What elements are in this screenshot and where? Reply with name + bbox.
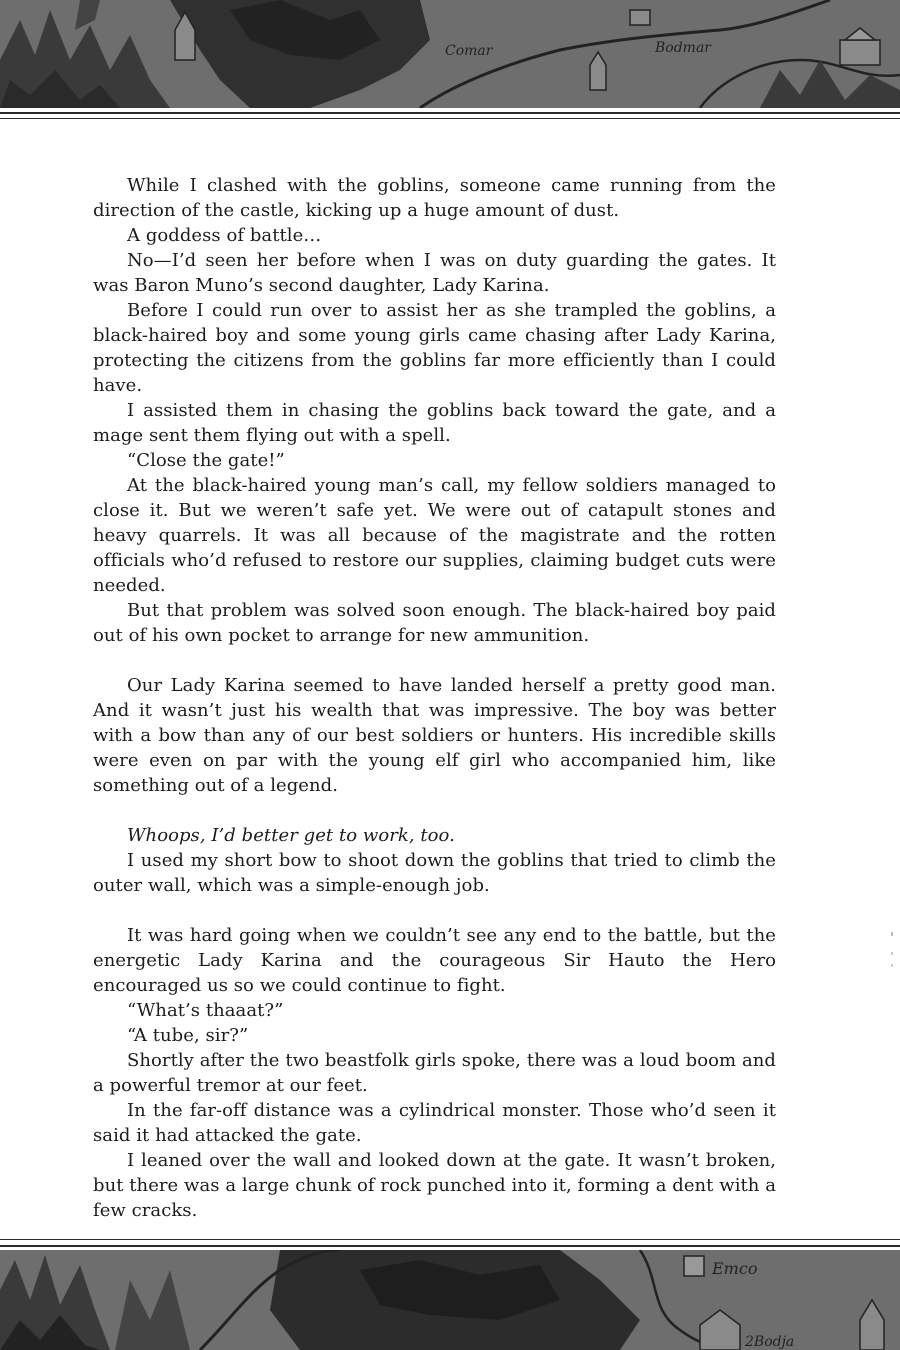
paragraph-italic: [93, 823, 776, 848]
header-rule-thin: [0, 118, 900, 119]
paragraph: It was hard going when we couldn’t see any end to the battle, but the energetic Lady Karina and the courageous Sir Hauto the Hero encouraged us so we could continue to fight.: [93, 925, 776, 996]
map-label-bodja: 2Bodja: [745, 1334, 795, 1350]
paragraph: “A tube, sir?”: [127, 1025, 249, 1046]
italic-thought: Whoops, I’d better get to work, too.: [127, 825, 455, 846]
paragraph: Shortly after the two beastfolk girls spoke, there was a loud boom and a powerful tremor at our feet.: [93, 1050, 776, 1096]
paragraph: But that problem was solved soon enough. The black-haired boy paid out of his own pocket to arrange for new ammunition.: [93, 600, 776, 646]
map-label-comar: Comar: [445, 43, 493, 59]
paragraph: I assisted them in chasing the goblins back toward the gate, and a mage sent them flying out with a spell.: [93, 400, 776, 446]
paragraph: Before I could run over to assist her as she trampled the goblins, a black-haired boy and some young girls came chasing after Lady Karina, protecting the citizens from the goblins far more efficiently than I could have.: [93, 300, 776, 396]
header-rule-thick: [0, 112, 900, 114]
map-label-emco: Emco: [712, 1259, 758, 1278]
paragraph: In the far-off distance was a cylindrical monster. Those who’d seen it said it had attacked the gate.: [93, 1100, 776, 1146]
margin-marks: [889, 932, 895, 972]
page-body-text: [93, 173, 776, 1223]
paragraph: “What’s thaaat?”: [127, 1000, 284, 1021]
paragraph: “Close the gate!”: [127, 450, 285, 471]
paragraph: Our Lady Karina seemed to have landed herself a pretty good man. And it wasn’t just his wealth that was impressive. The boy was better with a bow than any of our best soldiers or hunters. His incredible skills were even on par with the young elf girl who accompanied him, like something out of a legend.: [93, 675, 776, 796]
paragraph: I used my short bow to shoot down the goblins that tried to climb the outer wall, which was a simple-enough job.: [93, 850, 776, 896]
paragraph: I leaned over the wall and looked down at the gate. It wasn’t broken, but there was a large chunk of rock punched into it, forming a dent with a few cracks.: [93, 1150, 776, 1221]
footer-rule-thick: [0, 1245, 900, 1247]
paragraph: At the black-haired young man’s call, my fellow soldiers managed to close it. But we weren’t safe yet. We were out of catapult stones and heavy quarrels. It was all because of the magistrate and the rotten officials who’d refused to restore our supplies, claiming budget cuts were needed.: [93, 475, 776, 596]
footer-map-banner: [0, 1250, 900, 1350]
footer-rule-thin: [0, 1239, 900, 1240]
paragraph: A goddess of battle…: [127, 225, 322, 246]
footer-map-illustration: [0, 1250, 900, 1350]
header-map-banner: [0, 0, 900, 108]
header-map-illustration: [0, 0, 900, 108]
paragraph: While I clashed with the goblins, someone came running from the direction of the castle, kicking up a huge amount of dust.: [93, 175, 776, 221]
map-label-bodmar: Bodmar: [655, 40, 711, 56]
paragraph: No—I’d seen her before when I was on duty guarding the gates. It was Baron Muno’s second daughter, Lady Karina.: [93, 250, 776, 296]
